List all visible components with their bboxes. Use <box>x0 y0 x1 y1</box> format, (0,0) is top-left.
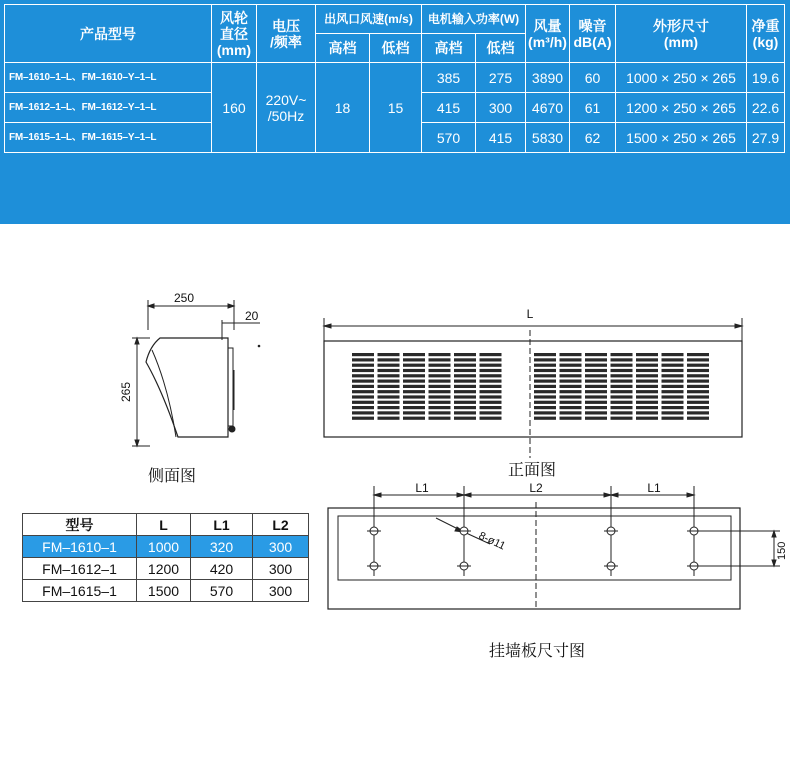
louver-slat <box>429 374 451 377</box>
louver-slat <box>480 411 502 414</box>
header-noise-line1: 噪音 <box>578 17 607 34</box>
louver-slat <box>429 411 451 414</box>
mount-150-label: 150 <box>776 541 788 560</box>
louver-slat <box>636 369 658 372</box>
louver-slat <box>611 395 633 398</box>
louver-slat <box>454 374 476 377</box>
row-weight: 19.6 <box>747 63 785 93</box>
louver-slat <box>662 385 684 388</box>
louver-slat <box>378 406 400 409</box>
louver-slat <box>378 374 400 377</box>
table-row <box>23 558 309 580</box>
louver-slat <box>403 411 425 414</box>
header-model: 产品型号 <box>5 5 212 63</box>
louver-slat <box>687 395 709 398</box>
louver-slat <box>636 358 658 361</box>
louver-slat <box>429 380 451 383</box>
louver-slat <box>403 369 425 372</box>
louver-slat <box>378 385 400 388</box>
louver-slat <box>662 401 684 404</box>
mount-l2-label: L2 <box>529 481 543 495</box>
louver-slat <box>534 385 556 388</box>
front-length-label: L <box>526 307 534 321</box>
louver-slat <box>454 401 476 404</box>
size-row-model: FM–1610–1 <box>23 536 137 558</box>
front-view-caption: 正面图 <box>508 462 557 479</box>
header-dimensions-line1: 外形尺寸 <box>653 17 709 34</box>
row-weight: 27.9 <box>747 123 785 153</box>
louver-slat <box>454 369 476 372</box>
louver-slat <box>687 353 709 356</box>
louver-slat <box>611 364 633 367</box>
size-header-l2: L2 <box>253 514 309 536</box>
size-header-l: L <box>137 514 191 536</box>
louver-slat <box>636 380 658 383</box>
louver-slat <box>534 417 556 420</box>
size-header-model: 型号 <box>23 514 137 536</box>
size-row-l2: 300 <box>253 580 309 602</box>
header-airflow-unit: (m³/h) <box>528 33 567 50</box>
louver-slat <box>560 390 582 393</box>
louver-slat <box>636 411 658 414</box>
louver-slat <box>687 385 709 388</box>
louver-slat <box>636 385 658 388</box>
louver-slat <box>560 380 582 383</box>
louver-slat <box>534 406 556 409</box>
row-model: FM–1615–1–L、FM–1615–Y–1–L <box>5 123 212 153</box>
size-row-l: 1500 <box>137 580 191 602</box>
louver-slat <box>611 374 633 377</box>
louver-slat <box>352 385 374 388</box>
header-voltage-line1: 电压 <box>272 17 300 34</box>
louver-slat <box>585 364 607 367</box>
louver-slat <box>560 406 582 409</box>
louver-slat <box>534 374 556 377</box>
louver-slat <box>352 401 374 404</box>
louver-slat <box>403 364 425 367</box>
row-power-high: 385 <box>422 63 476 93</box>
louver-slat <box>352 353 374 356</box>
louver-slat <box>687 390 709 393</box>
louver-slat <box>480 390 502 393</box>
louver-slat <box>429 401 451 404</box>
louver-slat <box>560 401 582 404</box>
louver-slat <box>429 358 451 361</box>
louver-slat <box>662 406 684 409</box>
row-power-low: 415 <box>476 123 526 153</box>
louver-slat <box>560 358 582 361</box>
louver-slat <box>352 417 374 420</box>
header-fan-diameter <box>212 5 257 63</box>
louver-slat <box>611 401 633 404</box>
size-row-l1: 570 <box>191 580 253 602</box>
spec-table <box>4 4 785 153</box>
louver-slat <box>352 411 374 414</box>
louver-slat <box>403 380 425 383</box>
louver-slat <box>403 353 425 356</box>
row-weight: 22.6 <box>747 93 785 123</box>
louver-slat <box>662 380 684 383</box>
louver-slat <box>403 358 425 361</box>
side-view-drawing <box>110 290 270 460</box>
louver-slat <box>636 401 658 404</box>
row-dimensions: 1500 × 250 × 265 <box>616 123 747 153</box>
mount-l1-right-label: L1 <box>647 481 661 495</box>
louver-slat <box>585 353 607 356</box>
row-power-high: 415 <box>422 93 476 123</box>
louver-slat <box>378 401 400 404</box>
louver-slat <box>662 369 684 372</box>
mount-l1-left-label: L1 <box>415 481 429 495</box>
louver-slat <box>662 411 684 414</box>
row-dimensions: 1200 × 250 × 265 <box>616 93 747 123</box>
size-row-l: 1200 <box>137 558 191 580</box>
louver-slat <box>429 353 451 356</box>
speed-low-value: 15 <box>370 63 422 153</box>
side-width-label: 250 <box>173 291 195 305</box>
louver-slat <box>454 390 476 393</box>
size-row-l1: 420 <box>191 558 253 580</box>
louver-slat <box>585 369 607 372</box>
header-airflow-line1: 风量 <box>533 17 562 34</box>
louver-slat <box>352 406 374 409</box>
louver-slat <box>534 380 556 383</box>
header-voltage <box>257 5 316 63</box>
louver-slat <box>636 353 658 356</box>
louver-slat <box>454 406 476 409</box>
louver-slat <box>585 411 607 414</box>
row-airflow: 4670 <box>526 93 570 123</box>
louver-slat <box>585 417 607 420</box>
louver-slat <box>352 364 374 367</box>
row-model: FM–1610–1–L、FM–1610–Y–1–L <box>5 63 212 93</box>
louver-slat <box>560 369 582 372</box>
mount-holes <box>367 527 701 570</box>
louver-slat <box>403 417 425 420</box>
louver-slat <box>403 374 425 377</box>
louver-slat <box>378 358 400 361</box>
mount-plate-caption: 挂墙板尺寸图 <box>489 643 586 660</box>
louver-slat <box>636 395 658 398</box>
header-voltage-line2: /频率 <box>270 33 302 50</box>
louver-slat <box>480 358 502 361</box>
louver-slat <box>534 411 556 414</box>
row-noise: 62 <box>570 123 616 153</box>
louver-slat <box>534 364 556 367</box>
louver-slat <box>662 353 684 356</box>
row-noise: 60 <box>570 63 616 93</box>
louver-slat <box>429 406 451 409</box>
louver-slat <box>687 417 709 420</box>
louver-slat <box>636 417 658 420</box>
louver-slat <box>611 353 633 356</box>
louver-slat <box>454 385 476 388</box>
header-dimensions <box>616 5 747 63</box>
louver-slat <box>454 417 476 420</box>
louver-slat <box>534 395 556 398</box>
louver-slat <box>454 353 476 356</box>
louver-slat <box>429 385 451 388</box>
front-view-drawing <box>318 300 750 470</box>
header-fan-diameter-line1: 风轮 <box>220 9 248 26</box>
header-power-low: 低档 <box>476 34 526 63</box>
row-power-high: 570 <box>422 123 476 153</box>
louver-slat <box>352 369 374 372</box>
louver-slat <box>429 369 451 372</box>
fan-diameter-value: 160 <box>212 63 257 153</box>
header-dimensions-unit: (mm) <box>663 33 699 50</box>
row-model: FM–1612–1–L、FM–1612–Y–1–L <box>5 93 212 123</box>
louver-slat <box>636 406 658 409</box>
louver-slat <box>352 380 374 383</box>
size-header-l1: L1 <box>191 514 253 536</box>
louver-slat <box>585 385 607 388</box>
louver-slat <box>352 374 374 377</box>
voltage-value <box>257 63 316 153</box>
louver-slat <box>662 364 684 367</box>
louver-slat <box>480 374 502 377</box>
louver-slat <box>611 358 633 361</box>
header-fan-diameter-unit: (mm) <box>216 41 252 58</box>
header-motor-power: 电机输入功率(W) <box>422 5 526 34</box>
side-depth-label: 20 <box>245 309 259 323</box>
louver-slat <box>611 369 633 372</box>
louver-slat <box>611 385 633 388</box>
row-noise: 61 <box>570 93 616 123</box>
louver-slat <box>560 353 582 356</box>
header-power-high: 高档 <box>422 34 476 63</box>
louver-slat <box>662 374 684 377</box>
row-power-low: 300 <box>476 93 526 123</box>
louver-slat <box>662 390 684 393</box>
louver-slat <box>585 395 607 398</box>
louver-slat <box>534 390 556 393</box>
louver-slat <box>687 358 709 361</box>
louver-slat <box>534 401 556 404</box>
louver-slat <box>378 364 400 367</box>
louver-slat <box>480 385 502 388</box>
header-speed-low: 低档 <box>370 34 422 63</box>
louver-slat <box>687 380 709 383</box>
size-row-l: 1000 <box>137 536 191 558</box>
louver-slat <box>687 411 709 414</box>
louver-slat <box>429 417 451 420</box>
louver-slat <box>352 395 374 398</box>
louver-slat <box>560 411 582 414</box>
louver-slat <box>480 417 502 420</box>
louver-slat <box>662 395 684 398</box>
louver-slat <box>480 401 502 404</box>
row-power-low: 275 <box>476 63 526 93</box>
louver-slat <box>352 390 374 393</box>
louver-slat <box>480 364 502 367</box>
louver-slat <box>480 395 502 398</box>
louver-slat <box>585 358 607 361</box>
louver-slat <box>454 411 476 414</box>
louver-slat <box>454 358 476 361</box>
louver-slat <box>480 406 502 409</box>
louver-slat <box>611 390 633 393</box>
mount-hole-label: 8-ø11 <box>476 529 508 553</box>
louver-slat <box>687 401 709 404</box>
louver-slat <box>378 417 400 420</box>
louver-slat <box>611 411 633 414</box>
size-row-model: FM–1615–1 <box>23 580 137 602</box>
louver-slat <box>687 364 709 367</box>
voltage-value-line1: 220V~ <box>265 91 307 108</box>
header-weight <box>747 5 785 63</box>
table-row <box>23 580 309 602</box>
louver-slat <box>378 390 400 393</box>
louver-slat <box>403 406 425 409</box>
voltage-value-line2: /50Hz <box>267 107 305 124</box>
louver-slat <box>403 401 425 404</box>
louver-slat <box>585 406 607 409</box>
size-row-model: FM–1612–1 <box>23 558 137 580</box>
louver-slat <box>560 364 582 367</box>
louver-slat <box>611 417 633 420</box>
louver-slat <box>636 374 658 377</box>
louver-slat <box>429 390 451 393</box>
louver-slat <box>687 369 709 372</box>
louver-slat <box>611 406 633 409</box>
size-table-header <box>23 514 309 536</box>
header-weight-line1: 净重 <box>751 17 780 34</box>
louver-slat <box>687 406 709 409</box>
row-airflow: 5830 <box>526 123 570 153</box>
louver-slat <box>403 385 425 388</box>
louver-slat <box>585 401 607 404</box>
side-view-caption: 侧面图 <box>148 468 197 485</box>
louver-slat <box>429 364 451 367</box>
mount-plate-drawing <box>318 478 788 618</box>
louver-slat <box>480 353 502 356</box>
louver-slat <box>378 369 400 372</box>
louver-slat <box>585 374 607 377</box>
louver-slat <box>560 417 582 420</box>
louver-slat <box>585 390 607 393</box>
speed-high-value: 18 <box>316 63 370 153</box>
row-dimensions: 1000 × 250 × 265 <box>616 63 747 93</box>
louver-slat <box>378 411 400 414</box>
louver-slat <box>429 395 451 398</box>
louver-slat <box>403 390 425 393</box>
header-airflow <box>526 5 570 63</box>
header-noise <box>570 5 616 63</box>
louver-slat <box>560 374 582 377</box>
size-table <box>22 513 309 602</box>
louver-slat <box>662 417 684 420</box>
louver-slat <box>560 385 582 388</box>
louver-slat <box>454 380 476 383</box>
louver-slat <box>534 369 556 372</box>
louver-slat <box>534 358 556 361</box>
header-fan-diameter-line2: 直径 <box>220 25 248 42</box>
size-row-l1: 320 <box>191 536 253 558</box>
louver-slat <box>534 353 556 356</box>
louver-slat <box>378 395 400 398</box>
size-row-l2: 300 <box>253 558 309 580</box>
louver-slat <box>352 358 374 361</box>
header-outlet-speed: 出风口风速(m/s) <box>316 5 422 34</box>
table-row <box>5 63 785 93</box>
louver-slat <box>480 369 502 372</box>
louver-slat <box>378 380 400 383</box>
louver-slat <box>636 390 658 393</box>
louver-slat <box>480 380 502 383</box>
louver-slat <box>403 395 425 398</box>
header-speed-high: 高档 <box>316 34 370 63</box>
table-row <box>23 536 309 558</box>
louver-slat <box>560 395 582 398</box>
louver-slat <box>662 358 684 361</box>
header-noise-unit: dB(A) <box>573 33 612 50</box>
louver-slat <box>454 364 476 367</box>
header-weight-unit: (kg) <box>752 33 779 50</box>
louver-slat <box>636 364 658 367</box>
side-height-label: 265 <box>119 381 133 402</box>
louver-slat <box>454 395 476 398</box>
louver-slat <box>611 380 633 383</box>
louver-slat <box>585 380 607 383</box>
louver-slat <box>378 353 400 356</box>
row-airflow: 3890 <box>526 63 570 93</box>
size-row-l2: 300 <box>253 536 309 558</box>
louver-slat <box>687 374 709 377</box>
